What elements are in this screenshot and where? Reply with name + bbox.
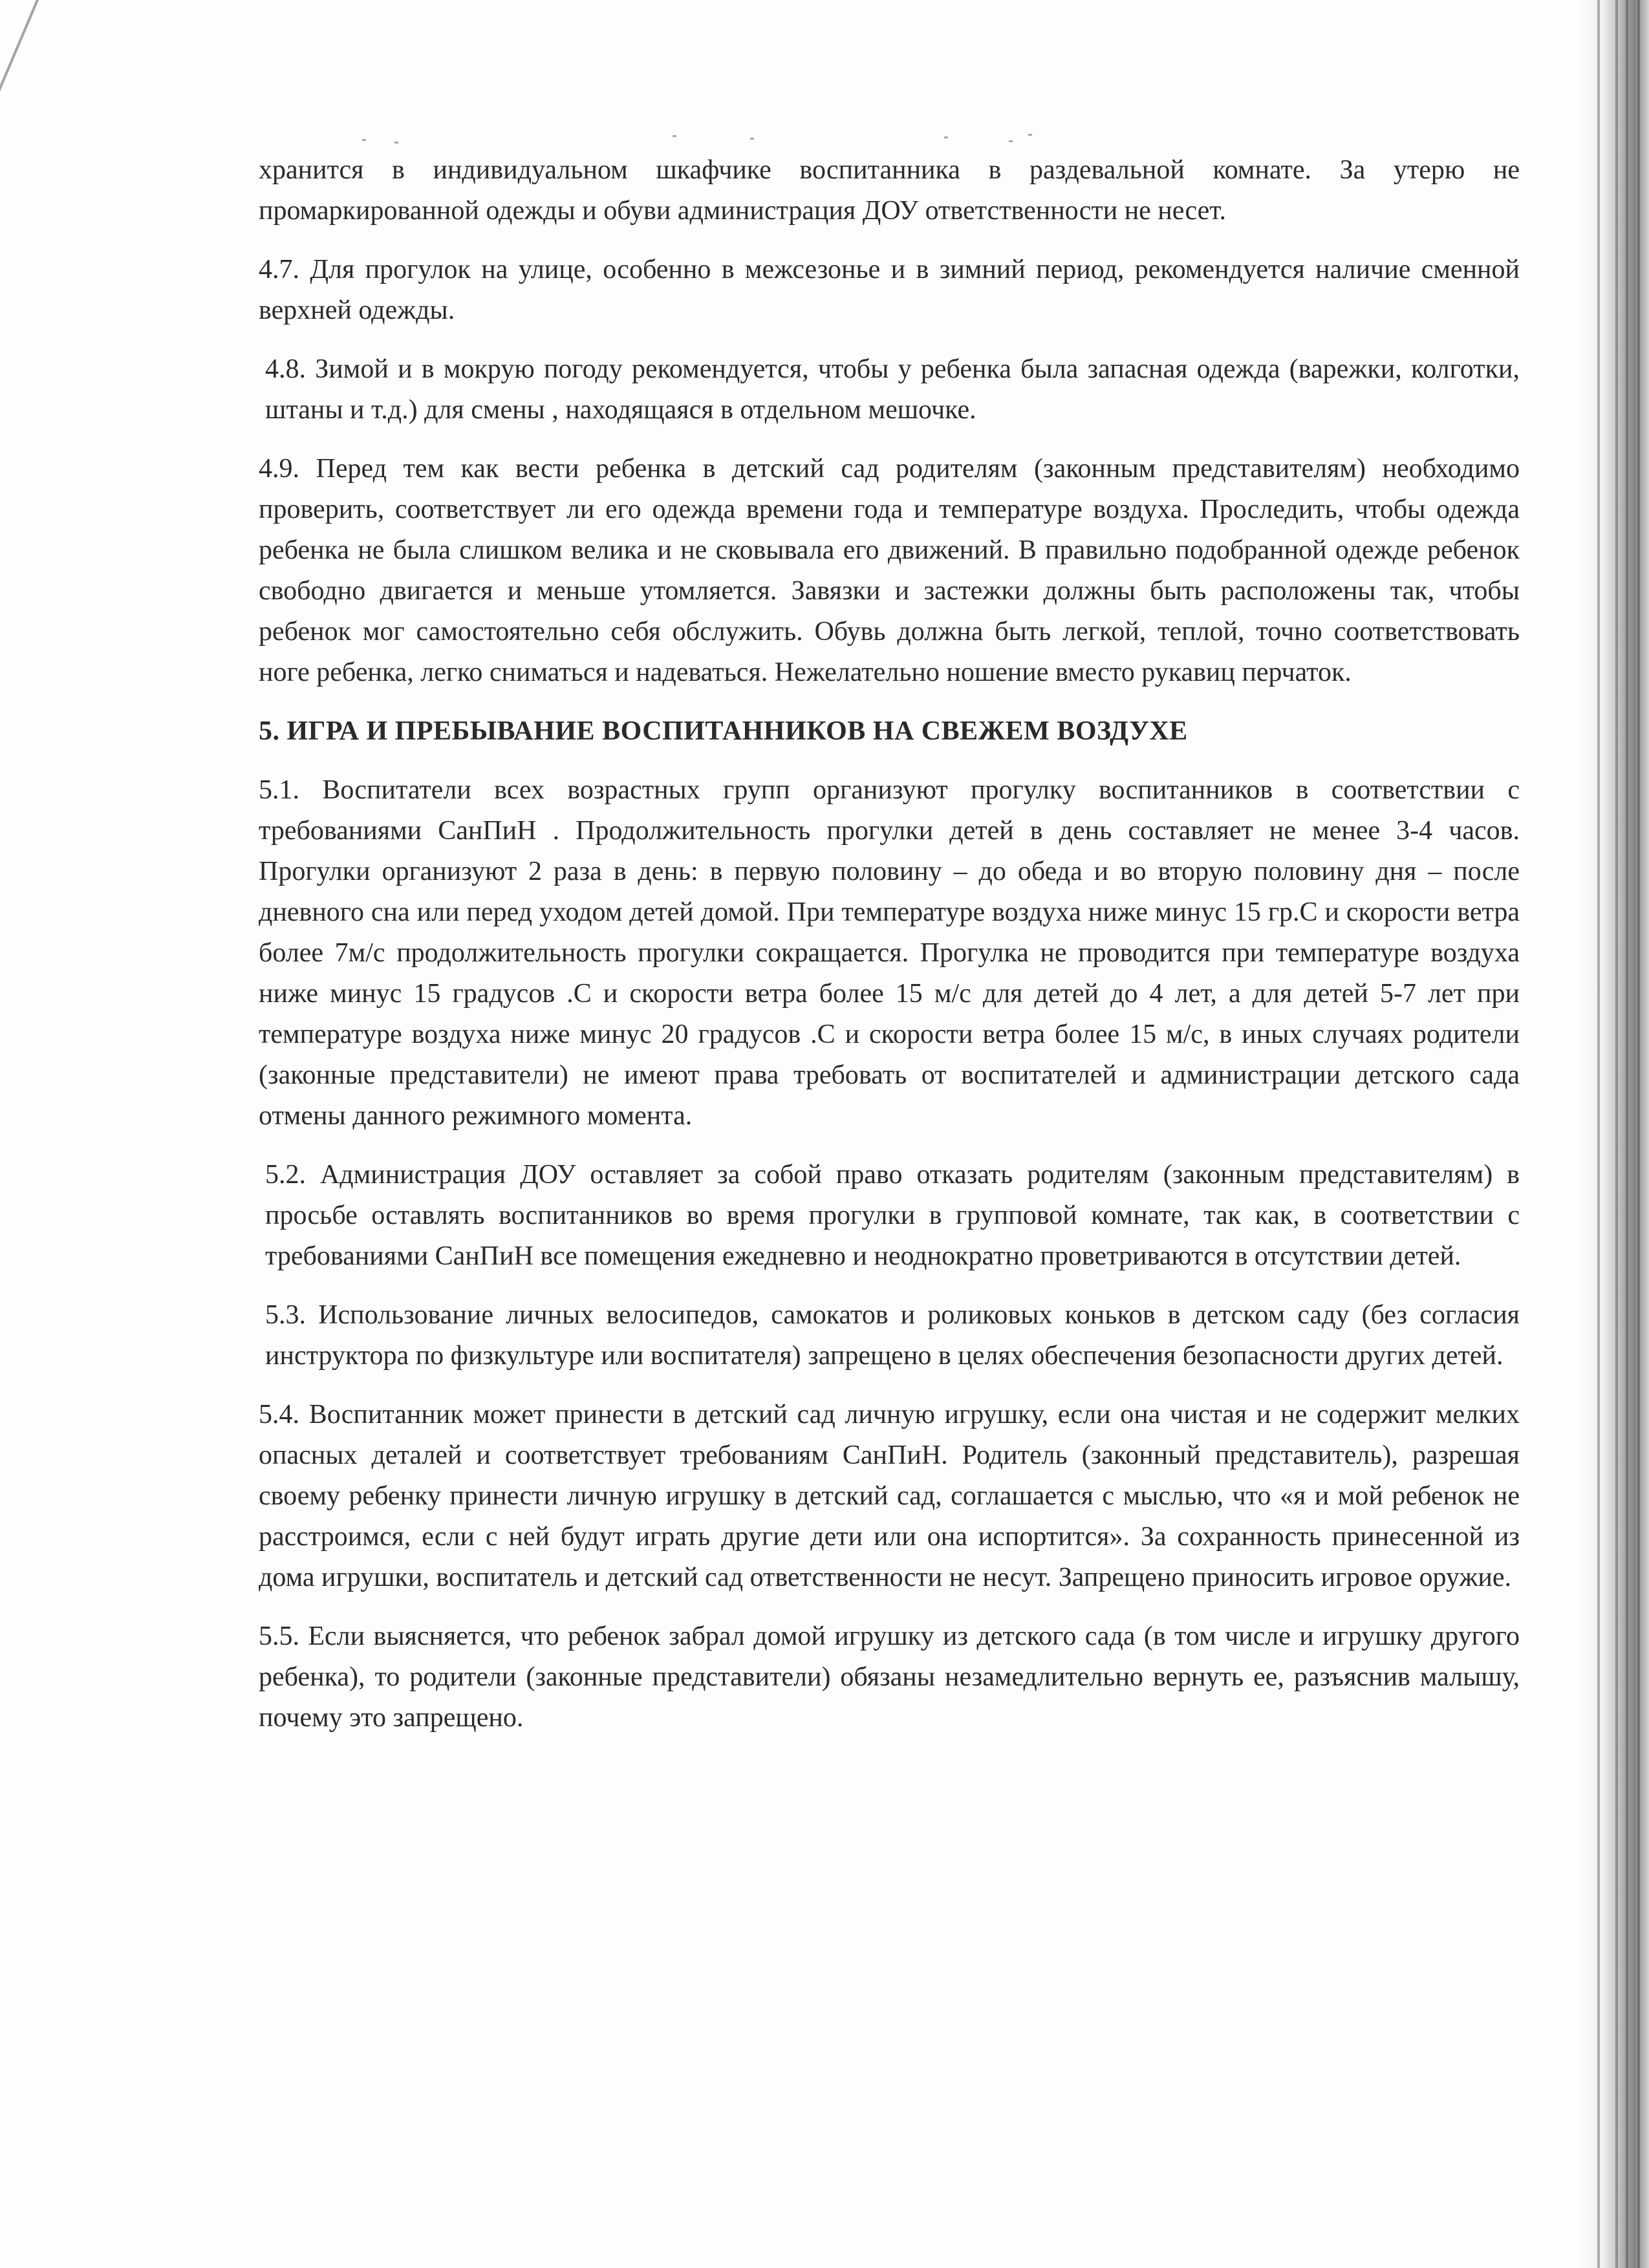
document-body [259,150,1520,1757]
scan-artifact-line [0,0,41,328]
paragraph-4-7: 4.7. Для прогулок на улице, особенно в межсезонье и в зимний период, рекомендуется наличие сменной верхней одежды. [259,255,1520,325]
paragraph-5-1: 5.1. Воспитатели всех возрастных групп организуют прогулку воспитанников в соответствии с требованиями СанПиН . Продолжительность прогулки детей в день составляет не менее 3-4 часов. Прогулки организуют 2 раза в день: в первую половину – до обеда и во вторую половину дня – после дневного сна или перед уходом детей домой. При температуре воздуха ниже минус 15 гр.С и скорости ветра более 7м/с продолжительность прогулки сокращается. Прогулка не проводится при температуре воздуха ниже минус 15 градусов .С и скорости ветра более 15 м/с для детей до 4 лет, а для детей 5-7 лет при температуре воздуха ниже минус 20 градусов .С и скорости ветра более 15 м/с, в иных случаях родители (законные представители) не имеют права требовать от воспитателей и администрации детского сада отмены данного режимного момента. [259,775,1520,1131]
paragraph-5-4: 5.4. Воспитанник может принести в детский сад личную игрушку, если она чистая и не содержит мелких опасных деталей и соответствует требованиям СанПиН. Родитель (законный представитель), разрешая своему ребенку принести личную игрушку в детский сад, соглашается с мыслью, что «я и мой ребенок не расстроимся, если с ней будут играть другие дети или она испортится». За сохранность принесенной из дома игрушки, воспитатель и детский сад ответственности не несут. Запрещено приносить игровое оружие. [259,1400,1520,1592]
paragraph-5-2: 5.2. Администрация ДОУ оставляет за собой право отказать родителям (законным представителям) в просьбе оставлять воспитанников во время прогулки в групповой комнате, так как, в соответствии с требованиями СанПиН все помещения ежедневно и неоднократно проветриваются в отсутствии детей. [265,1160,1520,1271]
scan-artifact-specks [362,133,1332,152]
paragraph-4-9: 4.9. Перед тем как вести ребенка в детский сад родителям (законным представителям) необходимо проверить, соответствует ли его одежда времени года и температуре воздуха. Проследить, чтобы одежда ребенка не была слишком велика и не сковывала его движений. В правильно подобранной одежде ребенок свободно двигается и меньше утомляется. Завязки и застежки должны быть расположены так, чтобы ребенок мог самостоятельно себя обслужить. Обувь должна быть легкой, теплой, точно соответствовать ноге ребенка, легко сниматься и надеваться. Нежелательно ношение вместо рукавиц перчаток. [259,454,1520,687]
paragraph-5-3: 5.3. Использование личных велосипедов, самокатов и роликовых коньков в детском саду (без согласия инструктора по физкультуре или воспитателя) запрещено в целях обеспечения безопасности других детей. [265,1300,1520,1371]
scan-artifact-edge [1578,0,1649,2268]
section-5-heading: 5. ИГРА И ПРЕБЫВАНИЕ ВОСПИТАННИКОВ НА СВЕЖЕМ ВОЗДУХЕ [259,716,1188,746]
paragraph-5-5: 5.5. Если выясняется, что ребенок забрал домой игрушку из детского сада (в том числе и игрушку другого ребенка), то родители (законные представители) обязаны незамедлительно вернуть ее, разъяснив малышу, почему это запрещено. [259,1621,1520,1733]
paragraph-4-6-continuation: хранится в индивидуальном шкафчике воспитанника в раздевальной комнате. За утерю не промаркированной одежды и обуви администрация ДОУ ответственности не несет. [259,155,1520,226]
paragraph-4-8: 4.8. Зимой и в мокрую погоду рекомендуется, чтобы у ребенка была запасная одежда (варежки, колготки, штаны и т.д.) для смены , находящаяся в отдельном мешочке. [265,354,1520,425]
